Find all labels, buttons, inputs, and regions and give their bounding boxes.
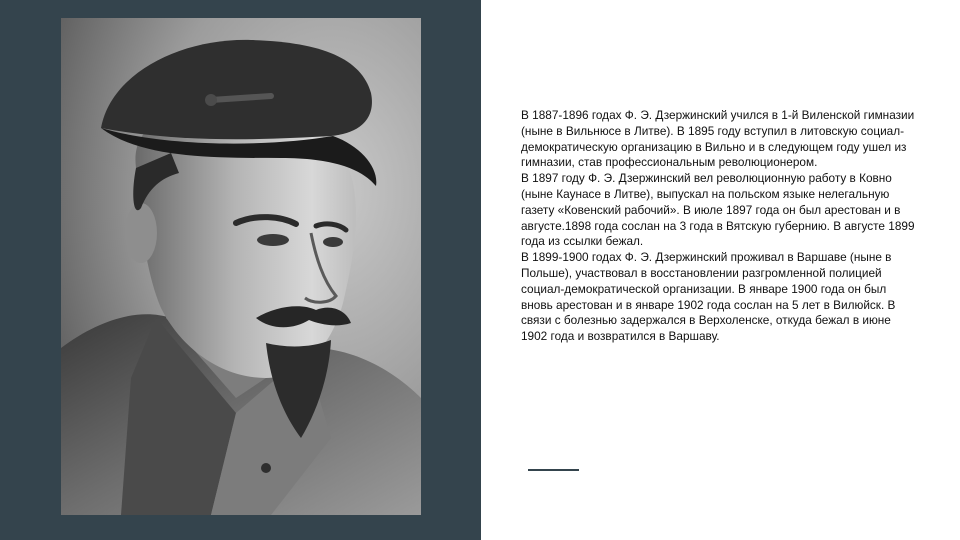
paragraph-2: В 1897 году Ф. Э. Дзержинский вел революционную работу в Ковно (ныне Каунасе в Литве), выпускал на польском языке нелегальную газету «Ковенский рабочий». В июле 1897 года он был арестован и в августе.1898 года сослан на 3 года в Вятскую губернию. В августе 1899 года из ссылки бежал.	[521, 171, 915, 249]
paragraph-1: В 1887-1896 годах Ф. Э. Дзержинский учился в 1-й Виленской гимназии (ныне в Вильнюсе в Литве). В 1895 году вступил в литовскую социал-демократическую организацию в Вильно и в следующем году ушел из гимназии, став профессиональным революционером.	[521, 108, 915, 170]
paragraph-3: В 1899-1900 годах Ф. Э. Дзержинский проживал в Варшаве (ныне в Польше), участвовал в восстановлении разгромленной полицией социал-демократической организации. В январе 1900 года он был вновь арестован и в январе 1902 года сослан на 5 лет в Вилюйск. В связи с болезнью задержался в Верхоленске, откуда бежал в июне 1902 года и возвратился в Варшаву.	[521, 250, 896, 344]
accent-line	[528, 469, 579, 471]
portrait-photo	[61, 18, 421, 515]
body-text	[521, 108, 916, 345]
